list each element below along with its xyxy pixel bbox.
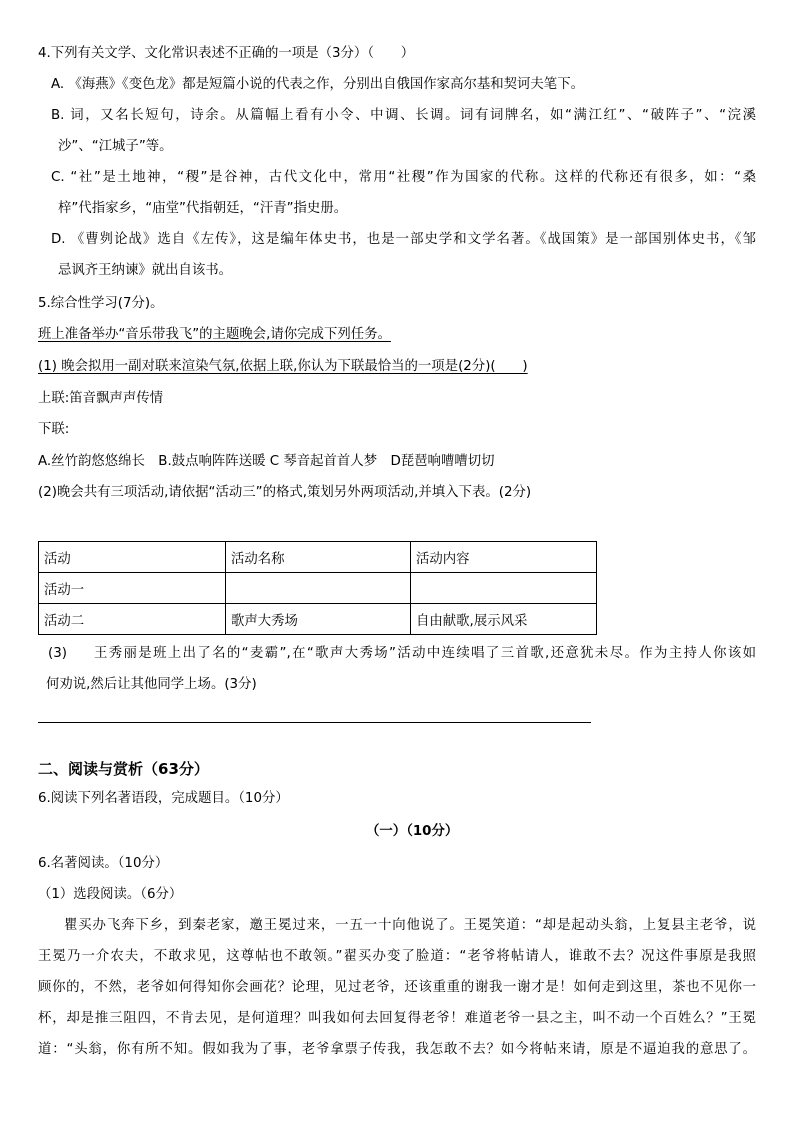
q6-stem-2: 6.名著阅读。（10分） <box>38 856 169 871</box>
table-cell: 活动一 <box>39 573 226 604</box>
table-cell: 歌声大秀场 <box>226 604 411 635</box>
table-row <box>39 604 597 635</box>
activity-table <box>38 541 597 635</box>
q4-stem: 4.下列有关文学、文化常识表述不正确的一项是（3分）（ ） <box>38 46 415 61</box>
answer-line <box>38 722 591 723</box>
q4-option-c-line2: 梓”代指家乡，“庙堂”代指朝廷，“汗青”指史册。 <box>58 201 348 216</box>
passage-line-5: 道：“头翁，你有所不知。假如我为了事，老爷拿票子传我，我怎敢不去？如今将帖来请，原是不逼迫我的意思了。 <box>38 1042 756 1057</box>
passage-line-3: 顾你的，不然，老爷如何得知你会画花？论理，见过老爷，还该重重的谢我一谢才是！如何走到这里，茶也不见你一 <box>38 980 756 995</box>
q4-option-c-line1: C. “社”是土地神，“稷”是谷神，古代文化中，常用“社稷”作为国家的代称。这样的代称还有很多，如：“桑 <box>51 170 756 185</box>
table-header-cell: 活动内容 <box>411 542 597 573</box>
section2-title: 二、阅读与赏析（63分） <box>38 760 209 778</box>
passage-line-2: 王冕乃一介农夫，不敢求见，这尊帖也不敢领。”翟买办变了脸道：“老爷将帖请人，谁敢不去？况这件事原是我照 <box>38 949 756 964</box>
passage-line-4: 杯，却是推三阻四，不肯去见，是何道理？叫我如何去回复得老爷！难道老爷一县之主，叫不动一个百姓么？”王冕 <box>38 1011 756 1026</box>
table-cell-empty <box>226 573 411 604</box>
table-cell-empty <box>411 573 597 604</box>
table-header-row <box>39 542 597 573</box>
q4-option-a: A. 《海燕》《变色龙》都是短篇小说的代表之作，分别出自俄国作家高尔基和契诃夫笔下。 <box>51 77 584 92</box>
q4-option-b-line2: 沙”、“江城子”等。 <box>58 139 173 154</box>
q5-stem: 5.综合性学习(7分)。 <box>38 296 164 311</box>
q5-shanglian: 上联:笛音飘声声传情 <box>38 391 164 406</box>
q6-sub1: （1）选段阅读。（6分） <box>38 887 183 902</box>
q5-options: A.丝竹韵悠悠绵长 B.鼓点响阵阵送暖 C 琴音起首首人梦 D琵琶响嘈嘈切切 <box>38 454 495 469</box>
table-cell: 活动二 <box>39 604 226 635</box>
table-header-cell: 活动名称 <box>226 542 411 573</box>
q5-sub2: (2)晚会共有三项活动,请依据“活动三”的格式,策划另外两项活动,并填入下表。(2分) <box>38 485 532 500</box>
q4-option-d-line2: 忌讽齐王纳谏》就出自该书。 <box>58 263 233 278</box>
q5-sub1: (1) 晚会拟用一副对联来渲染气氛,依据上联,你认为下联最恰当的一项是(2分)( ) <box>38 359 528 374</box>
part-title: （一）（10分） <box>366 824 459 839</box>
q6-stem: 6.阅读下列名著语段，完成题目。（10分） <box>38 791 289 806</box>
q5-sub3-number: (3) <box>48 646 67 661</box>
table-row <box>39 573 597 604</box>
q5-intro: 班上准备举办“音乐带我飞”的主题晚会,请你完成下列任务。 <box>38 327 391 342</box>
table-cell: 自由献歌,展示风采 <box>411 604 597 635</box>
q4-option-b-line1: B. 词，又名长短句，诗余。从篇幅上看有小令、中调、长调。词有词牌名，如“满江红”、“破阵子”、“浣溪 <box>51 108 756 123</box>
q5-xialian: 下联: <box>38 422 70 437</box>
q5-sub3-line1: 王秀丽是班上出了名的“麦霸”,在“歌声大秀场”活动中连续唱了三首歌,还意犹未尽。作为主持人你该如 <box>94 646 756 661</box>
passage-line-1: 瞿买办飞奔下乡，到秦老家，邀王冕过来，一五一十向他说了。王冕笑道：“却是起动头翁，上复县主老爷，说 <box>64 918 756 933</box>
table-header-cell: 活动 <box>39 542 226 573</box>
q4-option-d-line1: D. 《曹刿论战》选自《左传》，这是编年体史书，也是一部史学和文学名著。《战国策》是一部国别体史书，《邹 <box>51 232 756 247</box>
q5-sub3-line2: 何劝说,然后让其他同学上场。(3分) <box>46 677 257 692</box>
